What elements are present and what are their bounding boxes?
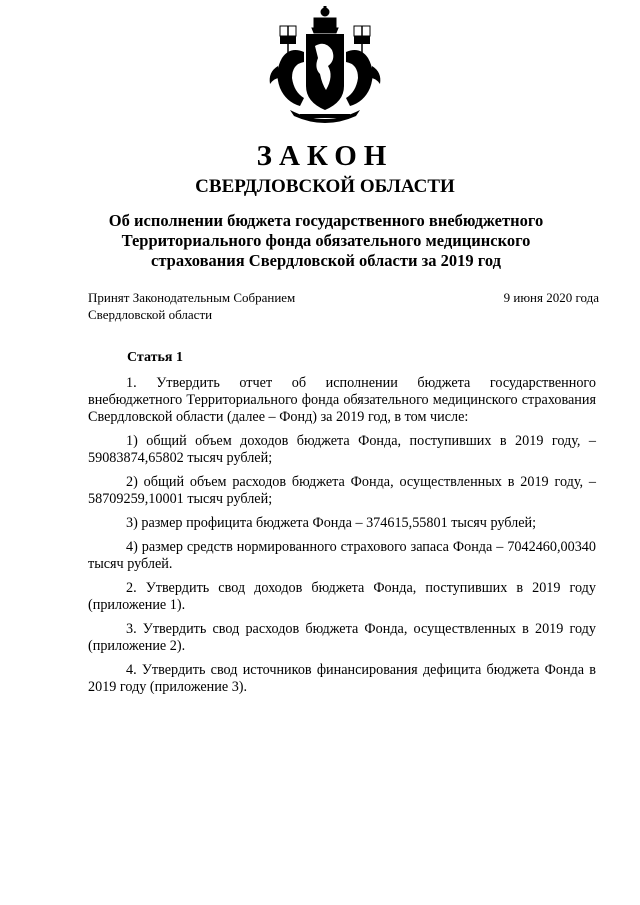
- adopted-by-line: Принят Законодательным Собранием: [88, 290, 296, 305]
- article-paragraph: 1) общий объем доходов бюджета Фонда, поступивших в 2019 году, – 59083874,65802 тысяч рублей;: [88, 433, 596, 466]
- article-paragraph: 4) размер средств нормированного страхового запаса Фонда – 7042460,00340 тысяч рублей.: [88, 539, 596, 572]
- law-title: ЗАКОН: [256, 140, 394, 172]
- subject-line: Об исполнении бюджета государственного внебюджетного: [108, 211, 544, 230]
- adopted-by: [88, 289, 348, 323]
- subject-line: страхования Свердловской области за 2019 год: [151, 251, 501, 270]
- article-paragraph: 3. Утвердить свод расходов бюджета Фонда, осуществленных в 2019 году (приложение 2).: [88, 621, 596, 654]
- coat-of-arms-icon: [260, 6, 390, 128]
- subject-line: Территориального фонда обязательного медицинского: [121, 231, 531, 250]
- adopted-by-line: Свердловской области: [88, 307, 213, 322]
- article-title: Статья 1: [127, 350, 183, 365]
- law-subject: [100, 211, 552, 271]
- region-name: СВЕРДЛОВСКОЙ ОБЛАСТИ: [195, 176, 455, 197]
- article-paragraph: 3) размер профицита бюджета Фонда – 374615,55801 тысяч рублей;: [126, 515, 537, 531]
- article-paragraph: 2) общий объем расходов бюджета Фонда, осуществленных в 2019 году, – 58709259,10001 тысяч рублей;: [88, 474, 596, 507]
- article-paragraph: 1. Утвердить отчет об исполнении бюджета государственного внебюджетного Территориального фонда обязательного медицинского страхования Свердловской области (далее – Фонд) за 2019 год, в том числе:: [88, 375, 596, 425]
- article-paragraph: 2. Утвердить свод доходов бюджета Фонда, поступивших в 2019 году (приложение 1).: [88, 580, 596, 613]
- article-paragraph: 4. Утвердить свод источников финансирования дефицита бюджета Фонда в 2019 году (приложение 3).: [88, 662, 596, 695]
- article-body: [88, 375, 596, 703]
- adoption-date: 9 июня 2020 года: [503, 290, 599, 305]
